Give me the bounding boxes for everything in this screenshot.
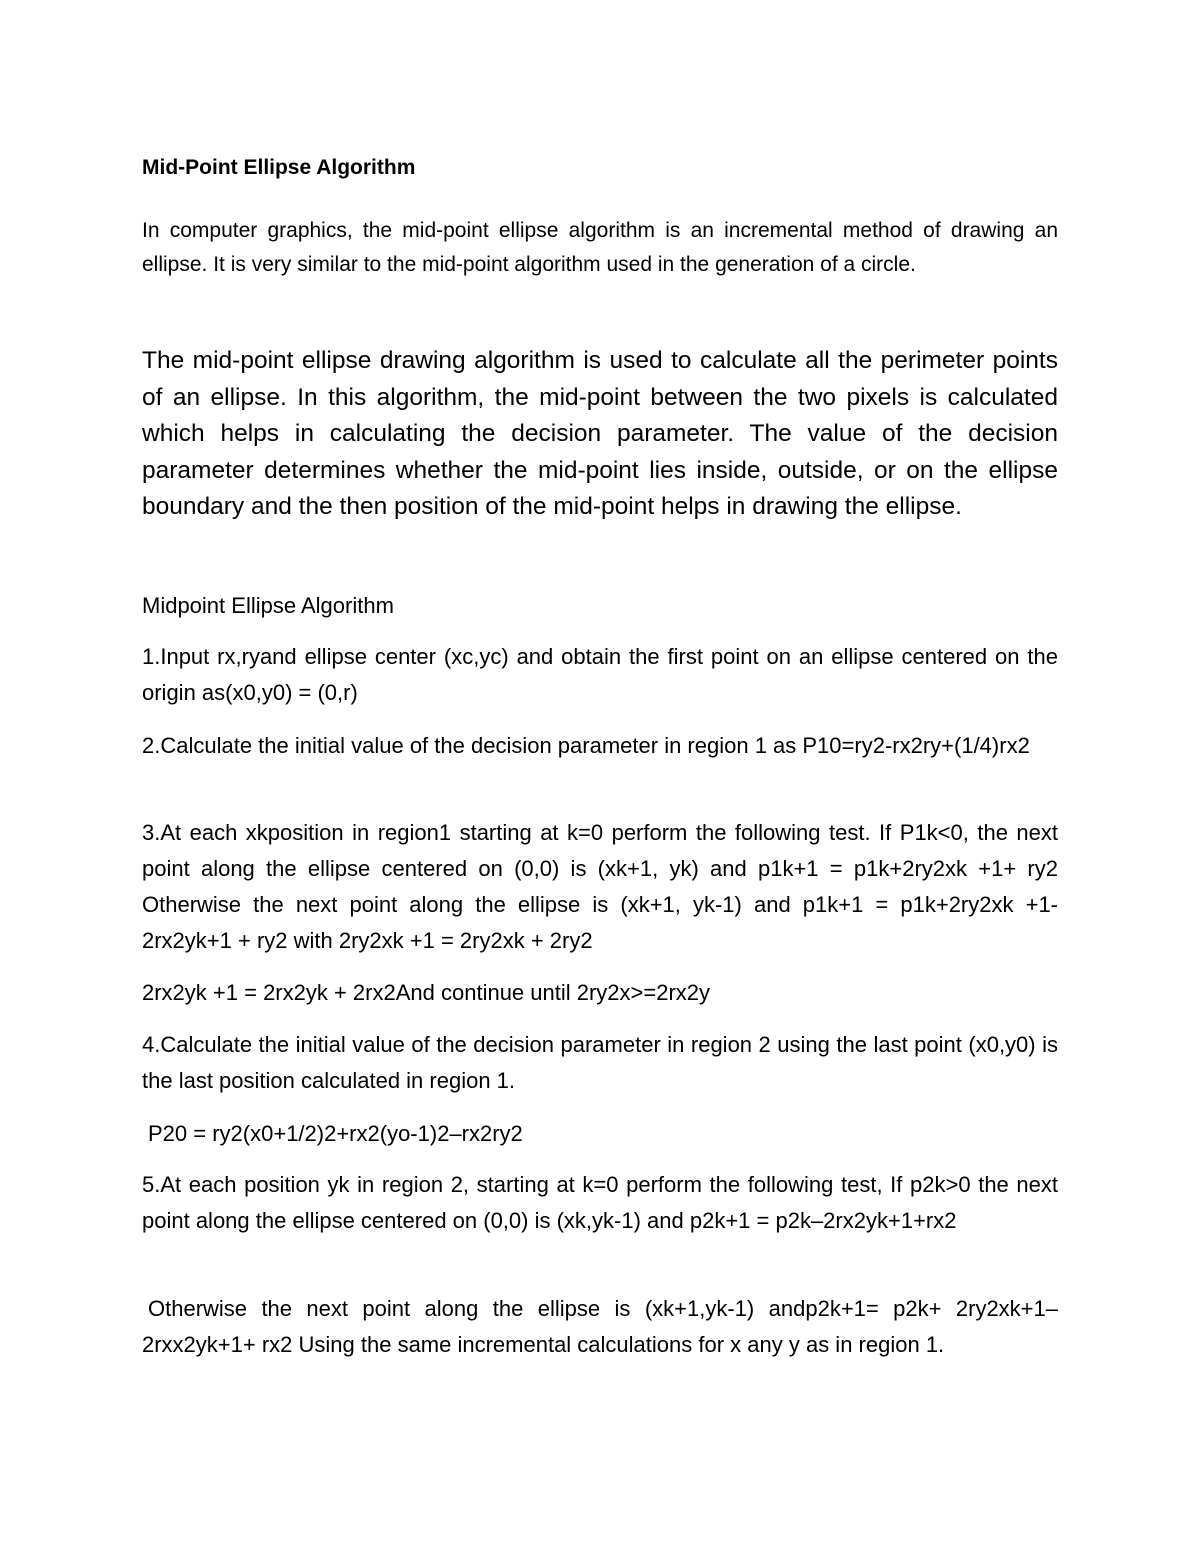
step-5-continuation: Otherwise the next point along the ellipse is (xk+1,yk-1) andp2k+1= p2k+ 2ry2xk+1–2rxx2yk+1+ rx2 Using the same incremental calculations for x any y as in region 1. bbox=[142, 1296, 1058, 1357]
page-title: Mid-Point Ellipse Algorithm bbox=[142, 156, 416, 179]
step-2: 2.Calculate the initial value of the decision parameter in region 1 as P10=ry2-rx2ry+(1/4)rx2 bbox=[142, 733, 1030, 758]
step-3: 3.At each xkposition in region1 starting at k=0 perform the following test. If P1k<0, the next point along the ellipse centered on (0,0) is (xk+1, yk) and p1k+1 = p1k+2ry2xk +1+ ry2 Otherwise the next point along the ellipse is (xk+1, yk-1) and p1k+1 = p1k+2ry2xk +1-2rx2yk+1 + ry2 with 2ry2xk +1 = 2ry2xk + 2ry2 bbox=[142, 820, 1058, 953]
step-5: 5.At each position yk in region 2, starting at k=0 perform the following test, If p2k>0 the next point along the ellipse centered on (0,0) is (xk,yk-1) and p2k+1 = p2k–2rx2yk+1+rx2 bbox=[142, 1172, 1058, 1233]
step-3-continuation: 2rx2yk +1 = 2rx2yk + 2rx2And continue until 2ry2x>=2rx2y bbox=[142, 980, 711, 1005]
description-paragraph: The mid-point ellipse drawing algorithm is used to calculate all the perimeter points of an ellipse. In this algorithm, the mid-point between the two pixels is calculated which helps in calculating the decision parameter. The value of the decision parameter determines whether the mid-point lies inside, outside, or on the ellipse boundary and the then position of the mid-point helps in drawing the ellipse. bbox=[142, 347, 1058, 520]
intro-paragraph: In computer graphics, the mid-point ellipse algorithm is an incremental method of drawing an ellipse. It is very similar to the mid-point algorithm used in the generation of a circle. bbox=[142, 219, 1058, 276]
step-4: 4.Calculate the initial value of the decision parameter in region 2 using the last point (x0,y0) is the last position calculated in region 1. bbox=[142, 1032, 1058, 1093]
section-subheading: Midpoint Ellipse Algorithm bbox=[142, 593, 394, 618]
step-1: 1.Input rx,ryand ellipse center (xc,yc) and obtain the first point on an ellipse centered on the origin as(x0,y0) = (0,r) bbox=[142, 644, 1058, 705]
step-4-formula: P20 = ry2(x0+1/2)2+rx2(yo-1)2–rx2ry2 bbox=[148, 1121, 523, 1146]
